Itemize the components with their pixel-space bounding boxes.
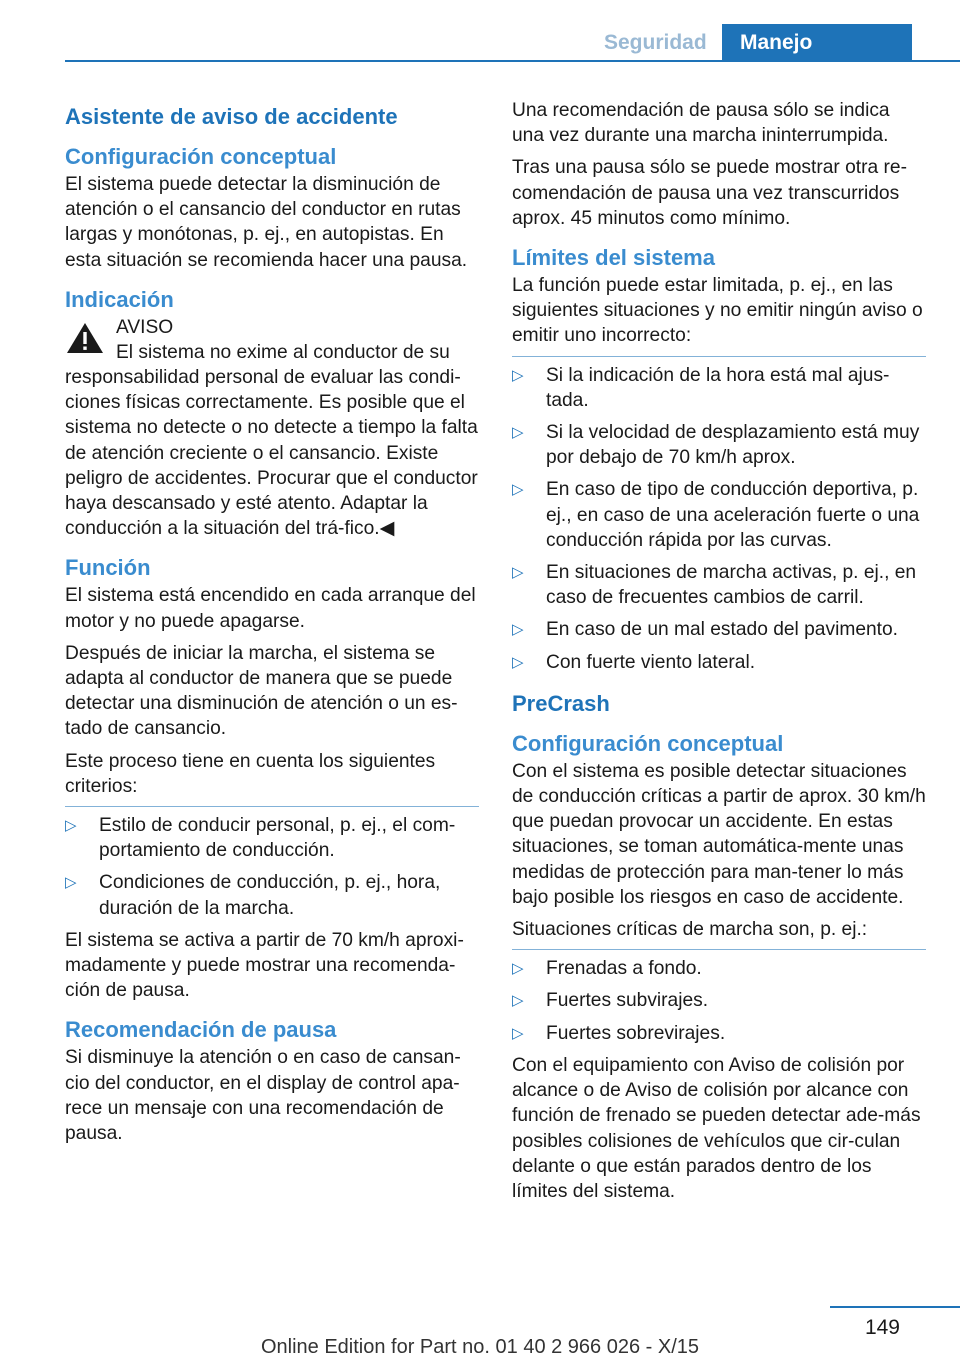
- critical-situations-list: [512, 956, 926, 1046]
- page-number: 149: [864, 1316, 900, 1339]
- list-item-text: En caso de tipo de conducción deportiva, p. ej., en caso de una aceleración fuerte o una conducción rápida por las curvas.: [546, 479, 920, 551]
- header-rule: [65, 60, 960, 62]
- list-item: [512, 956, 926, 981]
- edition-footer: Online Edition for Part no. 01 40 2 966 026 - X/15: [260, 1336, 700, 1358]
- list-item: [512, 420, 926, 470]
- limits-text: La función puede estar limitada, p. ej., en las siguientes situaciones y no emitir ningún aviso o emitir uno incorrecto:: [512, 275, 923, 347]
- list-item: [512, 617, 926, 642]
- list-item-text: Con fuerte viento lateral.: [546, 651, 756, 673]
- list-item: [512, 363, 926, 413]
- list-divider: [512, 949, 926, 950]
- list-divider: [512, 356, 926, 357]
- list-item: [65, 870, 479, 920]
- heading-limits: Límites del sistema: [512, 245, 715, 271]
- list-item: [512, 650, 926, 675]
- list-item-text: Condiciones de conducción, p. ej., hora, duración de la marcha.: [99, 872, 441, 919]
- section-title-crash-warning: Asistente de aviso de accidente: [65, 104, 398, 129]
- list-item: [512, 477, 926, 553]
- list-item-text: Estilo de conducir personal, p. ej., el com-portamiento de conducción.: [99, 815, 456, 862]
- list-item-text: En situaciones de marcha activas, p. ej., en caso de frecuentes cambios de carril.: [546, 562, 917, 609]
- warning-text: El sistema no exime al conductor de su responsabilidad personal de evaluar las condi-ciones físicas correctamente. Es posible que el sistema no detecte o no detecte a tiempo la falta de atención creciente o el cansancio. Existe peligro de accidentes. Procurar que el conductor haya descansado y esté atento. Adaptar la conducción a la situación del trá-fico.◀: [65, 341, 478, 540]
- heading-function: Función: [65, 555, 151, 581]
- heading-pause: Recomendación de pausa: [65, 1017, 337, 1043]
- list-item-text: En caso de un mal estado del pavimento.: [546, 619, 898, 641]
- triangle-bullet-icon: ▷: [512, 992, 524, 1010]
- triangle-bullet-icon: ▷: [512, 621, 524, 639]
- footer-rule: [830, 1306, 960, 1308]
- function-text-3: Este proceso tiene en cuenta los siguientes criterios:: [65, 750, 436, 797]
- left-column: [65, 98, 479, 1153]
- section-title-precrash: PreCrash: [512, 690, 610, 716]
- pause-text: Si disminuye la atención o en caso de cansan-cio del conductor, en el display de control apa-rece un mensaje con una recomendación de pausa.: [65, 1047, 461, 1145]
- triangle-bullet-icon: ▷: [512, 1024, 524, 1042]
- list-item-text: Si la indicación de la hora está mal ajus-tada.: [546, 364, 890, 411]
- list-divider: [65, 806, 479, 807]
- triangle-bullet-icon: ▷: [512, 424, 524, 442]
- precrash-intro: Situaciones críticas de marcha son, p. ej.:: [512, 919, 868, 941]
- concept-text: El sistema puede detectar la disminución de atención o el cansancio del conductor en rutas largas y monótonas, p. ej., en autopistas. En esta situación se recomienda hacer una pausa.: [65, 174, 468, 271]
- triangle-bullet-icon: ▷: [512, 481, 524, 499]
- triangle-bullet-icon: ▷: [512, 564, 524, 582]
- precrash-closing: Con el equipamiento con Aviso de colisión por alcance o de Aviso de colisión por alcance con función de frenado se pueden detectar ade-más posibles colisiones de vehículos que cir-culan delante o que están parados dentro de los límites del sistema.: [512, 1054, 921, 1202]
- tab-seguridad[interactable]: Seguridad: [604, 31, 707, 54]
- list-item: [512, 560, 926, 610]
- list-item-text: Fuertes sobrevirajes.: [546, 1022, 726, 1044]
- criteria-list: [65, 813, 479, 921]
- limits-list: [512, 363, 926, 675]
- heading-concept: Configuración conceptual: [65, 144, 337, 169]
- triangle-bullet-icon: ▷: [65, 874, 77, 892]
- triangle-bullet-icon: ▷: [512, 653, 524, 671]
- section-tabs: [604, 24, 912, 62]
- list-item: [512, 1021, 926, 1046]
- function-text-4: El sistema se activa a partir de 70 km/h aproxi-madamente y puede mostrar una recomenda-ción de pausa.: [65, 929, 464, 1002]
- heading-precrash-concept: Configuración conceptual: [512, 730, 784, 756]
- warning-block: [65, 315, 479, 365]
- pause-note-1: Una recomendación de pausa sólo se indica una vez durante una marcha ininterrumpida.: [512, 100, 890, 147]
- function-text-1: El sistema está encendido en cada arranque del motor y no puede apagarse.: [65, 585, 476, 632]
- list-item-text: Fuertes subvirajes.: [546, 990, 709, 1012]
- function-text-2: Después de iniciar la marcha, el sistema se adapta al conductor de manera que se puede detectar una disminución de atención o un es-tado de cansancio.: [65, 642, 458, 740]
- warning-label: AVISO: [116, 316, 174, 338]
- triangle-bullet-icon: ▷: [65, 817, 77, 835]
- triangle-bullet-icon: ▷: [512, 960, 524, 978]
- list-item: [512, 988, 926, 1013]
- list-item-text: Si la velocidad de desplazamiento está muy por debajo de 70 km/h aprox.: [546, 422, 920, 469]
- tab-manejo[interactable]: Manejo: [722, 24, 912, 62]
- triangle-bullet-icon: ▷: [512, 366, 524, 384]
- precrash-text: Con el sistema es posible detectar situaciones de conducción críticas a partir de aprox. 30 km/h que puedan provocar un accidente. En estas situaciones, se toman automática-mente unas medidas de protección para man-tener lo más bajo posible los riesgos en caso de accidente.: [512, 760, 926, 908]
- pause-note-2: Tras una pausa sólo se puede mostrar otra re-comendación de pausa una vez transcurridos aprox. 45 minutos como mínimo.: [512, 157, 907, 229]
- right-column: [512, 98, 926, 1211]
- list-item: [65, 813, 479, 863]
- heading-indication: Indicación: [65, 286, 174, 312]
- list-item-text: Frenadas a fondo.: [546, 958, 702, 980]
- warning-triangle-icon: [65, 321, 105, 355]
